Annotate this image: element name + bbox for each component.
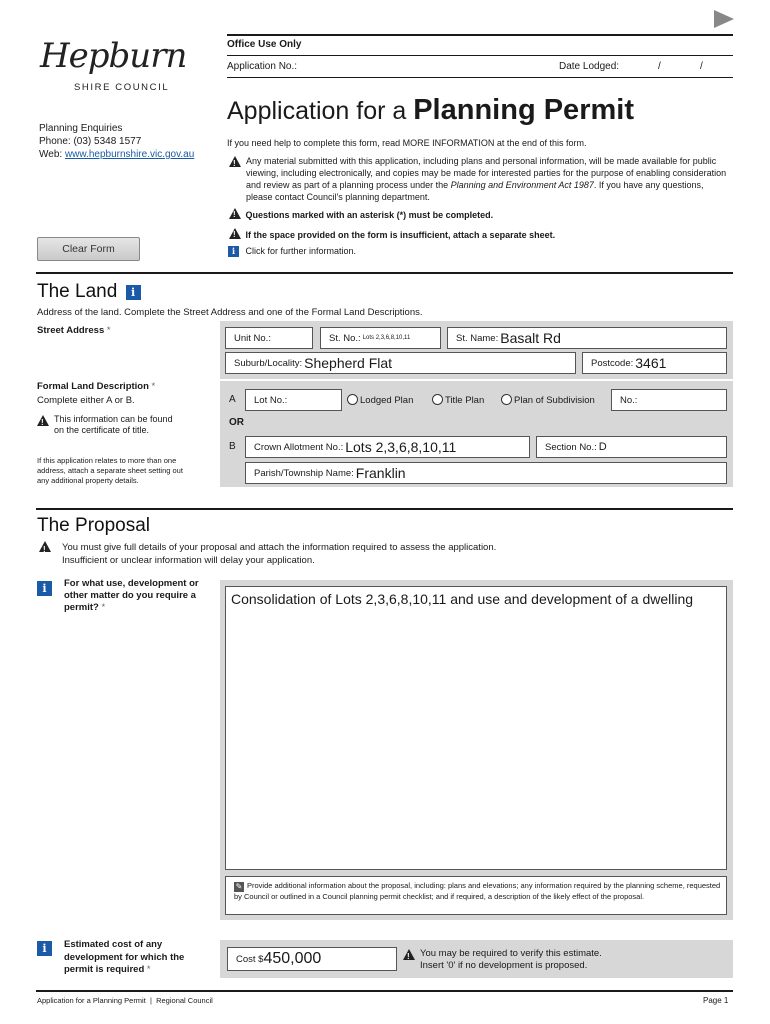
proposal-answer-text: Consolidation of Lots 2,3,6,8,10,11 and use and development of a dwelling [231, 591, 694, 607]
land-description: Address of the land. Complete the Street Address and one of the Formal Land Descriptions. [37, 307, 423, 318]
date-separator-2: / [700, 61, 703, 72]
proposal-question: For what use, development or other matter do you require a permit? * [64, 578, 199, 613]
contact-web: Web: www.hepburnshire.vic.gov.au [39, 149, 195, 160]
office-rule-2 [227, 77, 733, 78]
or-label: OR [229, 417, 244, 428]
postcode-field[interactable]: Postcode: 3461 [582, 352, 727, 374]
plan-no-field[interactable]: No.: [611, 389, 727, 411]
warning-icon [39, 541, 51, 552]
clear-form-button[interactable] [37, 237, 140, 261]
street-no-field[interactable]: St. No.: Lots 2,3,6,8,10,11 [320, 327, 441, 349]
proposal-info-icon[interactable]: i [37, 581, 52, 596]
page-number: Page 1 [703, 996, 729, 1005]
proposal-warning: ! You must give full details of your proposal and attach the information required to assess the application. Insufficient or unclear information will delay your application. [37, 541, 496, 567]
radio-circle-icon[interactable] [432, 394, 443, 405]
cost-question: Estimated cost of any development for which the permit is required * [64, 939, 185, 975]
footer-left: Application for a Planning Permit | Regional Council [37, 996, 213, 1005]
street-address-label: Street Address * [37, 325, 111, 336]
certificate-note: ! This information can be found on the certificate of title. [37, 414, 177, 436]
logo-script-text: Hepburn [40, 36, 187, 76]
application-no-label: Application No.: [227, 61, 298, 72]
radio-circle-icon[interactable] [347, 394, 358, 405]
edit-checkbox-icon: ✎ [235, 882, 243, 891]
complete-either-text: Complete either A or B. [37, 395, 135, 406]
space-notice: ! If the space provided on the form is insufficient, attach a separate sheet. [229, 228, 555, 240]
page-title: Application for a Planning Permit [227, 94, 634, 126]
clear-form-label: Clear Form [62, 243, 115, 255]
land-section-title: The Land i [37, 281, 141, 303]
radio-circle-icon[interactable] [501, 394, 512, 405]
office-top-rule [227, 34, 733, 36]
website-link[interactable]: www.hepburnshire.vic.gov.au [64, 149, 195, 160]
help-text: If you need help to complete this form, read MORE INFORMATION at the end of this form. [227, 138, 587, 148]
warning-icon [37, 415, 49, 426]
provide-info-field[interactable]: ✎ Provide additional information about the proposal, including: plans and elevations; any information required by the planning scheme, requested by Council or outlined in a Council planning permit checklist; and if required, a description of the likely effect of the proposal. [225, 876, 727, 915]
land-info-icon[interactable]: i [126, 285, 141, 300]
street-name-field[interactable]: St. Name: Basalt Rd [447, 327, 727, 349]
unit-no-field[interactable]: Unit No.: [225, 327, 313, 349]
formal-land-label: Formal Land Description * [37, 381, 156, 392]
suburb-field[interactable]: Suburb/Locality: Shepherd Flat [225, 352, 576, 374]
contact-info [39, 122, 194, 161]
parish-name-field[interactable]: Parish/Township Name: Franklin [245, 462, 727, 484]
info-notice: i Click for further information. [228, 246, 356, 257]
contact-phone: Phone: (03) 5348 1577 [39, 136, 142, 147]
date-lodged-label: Date Lodged: [559, 61, 620, 72]
warning-icon [229, 208, 241, 219]
section-no-field[interactable]: Section No.: D [536, 436, 727, 458]
material-notice: ! Any material submitted with this application, including plans and personal information, will be made available for public viewing, including electronically, and copies may be made for interested parties for the purpose of enabling consideration and review as part of a planning process under the Planning and Environment Act 1987. If you have any questions, please contact Council's planning department. [227, 155, 727, 203]
footer-rule [36, 990, 733, 992]
office-use-title: Office Use Only [227, 39, 302, 50]
proposal-answer-field[interactable] [225, 586, 727, 870]
option-a-label: A [229, 394, 236, 405]
land-top-rule [36, 272, 733, 274]
proposal-section-title: The Proposal [37, 515, 151, 536]
verify-estimate-note: ! You may be required to verify this estimate. Insert '0' if no development is proposed. [403, 948, 602, 972]
plan-of-subdivision-radio[interactable]: Plan of Subdivision [501, 394, 595, 406]
multi-address-note: If this application relates to more than one address, attach a separate sheet setting out any additional property details. [37, 456, 183, 485]
option-b-label: B [229, 441, 236, 452]
proposal-top-rule [36, 508, 733, 510]
office-rule-1 [227, 55, 733, 56]
lot-no-field[interactable]: Lot No.: [245, 389, 342, 411]
contact-heading: Planning Enquiries [39, 123, 123, 134]
logo-subtitle: SHIRE COUNCIL [74, 82, 170, 93]
council-logo [40, 36, 187, 93]
crown-allotment-field[interactable]: Crown Allotment No.: Lots 2,3,6,8,10,11 [245, 436, 530, 458]
warning-icon [229, 156, 241, 167]
info-icon[interactable]: i [228, 246, 239, 257]
asterisk-notice: ! Questions marked with an asterisk (*) must be completed. [229, 208, 493, 220]
date-separator-1: / [658, 61, 661, 72]
warning-icon [403, 949, 415, 960]
cost-field[interactable]: Cost $ 450,000 [227, 947, 397, 971]
warning-icon [229, 228, 241, 239]
lodged-plan-radio[interactable]: Lodged Plan [347, 394, 413, 406]
cost-info-icon[interactable]: i [37, 941, 52, 956]
next-page-arrow-icon[interactable] [714, 10, 734, 28]
title-plan-radio[interactable]: Title Plan [432, 394, 484, 406]
